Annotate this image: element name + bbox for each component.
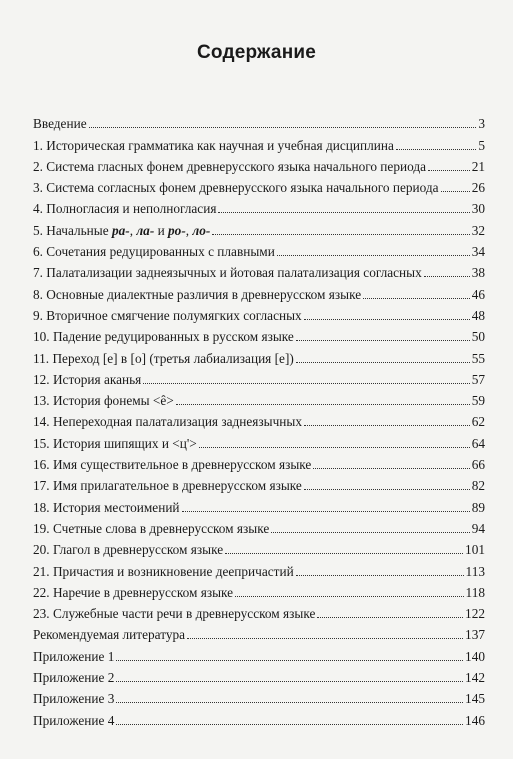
dot-leader: [296, 575, 464, 576]
dot-leader: [396, 149, 476, 150]
toc-entry: [33, 515, 485, 536]
toc-entry: [33, 238, 485, 259]
dot-leader: [218, 212, 469, 213]
toc-entry-page: 140: [465, 648, 485, 664]
toc-entry: [33, 621, 485, 642]
dot-leader: [296, 340, 470, 341]
toc-entry: [33, 600, 485, 621]
page-title: Содержание: [196, 42, 317, 63]
toc-entry-title: 9. Вторичное смягчение полумягких согласных: [33, 307, 302, 323]
toc-entry-title: Приложение 2: [33, 670, 115, 686]
toc-entry-title: Рекомендуемая литература: [33, 627, 186, 643]
toc-entry-page: 55: [471, 350, 485, 366]
toc-entry-title: 19. Счетные слова в древнерусском языке: [33, 520, 270, 536]
toc-entry-page: 89: [471, 499, 485, 515]
toc-entry: [33, 387, 485, 408]
toc-entry: [33, 323, 485, 344]
toc-entry: [33, 153, 485, 174]
dot-leader: [317, 617, 463, 618]
dot-leader: [363, 298, 470, 299]
toc-entry-page: 64: [471, 435, 485, 451]
toc-entry-title: 20. Глагол в древнерусском языке: [33, 542, 224, 558]
toc-entry: [33, 110, 485, 131]
toc-entry-title-text: 5. Начальные: [33, 222, 112, 238]
toc-entry-page: 57: [471, 371, 485, 387]
dot-leader: [424, 276, 470, 277]
toc-entry-title: 8. Основные диалектные различия в древнерусском языке: [33, 286, 362, 302]
toc-entry: [33, 280, 485, 301]
toc-entry: [33, 472, 485, 493]
toc-entry-title: [33, 223, 210, 238]
toc-entry-title: 18. История местоимений: [33, 499, 180, 515]
dot-leader: [428, 170, 470, 171]
dot-leader: [116, 724, 463, 725]
toc-entry-page: 26: [471, 180, 485, 196]
toc-entry-page: 142: [465, 670, 485, 686]
dot-leader: [235, 596, 463, 597]
toc-entry-page: 145: [465, 691, 485, 707]
toc-entry-title: 10. Падение редуцированных в русском языке: [33, 329, 294, 345]
dot-leader: [441, 191, 470, 192]
toc-entry-title: 13. История фонемы <ê>: [33, 393, 174, 409]
toc-entry-page: 122: [465, 606, 485, 622]
dot-leader: [176, 404, 470, 405]
toc-entry-title: 21. Причастия и возникновение деепричастий: [33, 563, 294, 579]
toc-entry: [33, 174, 485, 195]
table-of-contents: [33, 110, 485, 728]
toc-entry-page: 59: [471, 393, 485, 409]
toc-entry-title: 7. Палатализации заднеязычных и йотовая палатализация согласных: [33, 265, 422, 281]
toc-entry-title: Приложение 3: [33, 691, 115, 707]
toc-entry-page: 5: [478, 137, 485, 153]
dot-leader: [296, 362, 470, 363]
toc-entry-title-italic: ло-: [192, 222, 211, 238]
toc-entry: [33, 302, 485, 323]
toc-entry: [33, 216, 485, 237]
toc-entry-title-italic: ра-: [111, 222, 130, 238]
dot-leader: [199, 447, 470, 448]
toc-entry-page: 101: [465, 542, 485, 558]
dot-leader: [313, 468, 469, 469]
toc-entry-title: Приложение 4: [33, 712, 115, 728]
dot-leader: [212, 234, 469, 235]
dot-leader: [116, 681, 463, 682]
toc-entry-page: 50: [471, 329, 485, 345]
dot-leader: [187, 638, 463, 639]
dot-leader: [116, 702, 463, 703]
toc-entry-title: 15. История шипящих и <ц'>: [33, 435, 197, 451]
toc-entry-page: 146: [465, 712, 485, 728]
toc-entry-page: 82: [471, 478, 485, 494]
toc-entry-title-text: и: [154, 222, 169, 238]
toc-entry-title-italic: ро-: [168, 222, 186, 238]
toc-entry: [33, 131, 485, 152]
toc-entry-page: 34: [471, 244, 485, 260]
toc-entry: [33, 259, 485, 280]
toc-entry-title: 16. Имя существительное в древнерусском языке: [33, 457, 312, 473]
dot-leader: [277, 255, 470, 256]
toc-entry-title: Приложение 1: [33, 648, 115, 664]
toc-entry: [33, 429, 485, 450]
dot-leader: [271, 532, 469, 533]
dot-leader: [89, 127, 477, 128]
toc-entry: [33, 344, 485, 365]
toc-entry-title: 12. История аканья: [33, 371, 142, 387]
toc-entry-title: Введение: [33, 116, 87, 132]
toc-entry: [33, 451, 485, 472]
dot-leader: [304, 489, 470, 490]
toc-entry-page: 21: [471, 158, 485, 174]
toc-entry: [33, 685, 485, 706]
toc-entry-page: 32: [471, 222, 485, 238]
dot-leader: [116, 660, 463, 661]
toc-entry-page: 3: [478, 116, 485, 132]
toc-entry-page: 48: [471, 307, 485, 323]
toc-entry: [33, 664, 485, 685]
toc-entry-title-text: ,: [185, 222, 193, 238]
toc-entry-page: 137: [465, 627, 485, 643]
toc-entry-title: 3. Система согласных фонем древнерусского языка начального периода: [33, 180, 439, 196]
toc-entry: [33, 493, 485, 514]
toc-entry-page: 118: [465, 584, 485, 600]
toc-entry-title: 11. Переход [е] в [о] (третья лабиализация [е]): [33, 350, 294, 366]
toc-entry: [33, 195, 485, 216]
toc-entry-page: 62: [471, 414, 485, 430]
toc-entry-page: 66: [471, 457, 485, 473]
toc-entry-title: 6. Сочетания редуцированных с плавными: [33, 244, 275, 260]
toc-entry: [33, 706, 485, 727]
toc-entry-title: 23. Служебные части речи в древнерусском языке: [33, 606, 316, 622]
toc-entry-page: 46: [471, 286, 485, 302]
dot-leader: [143, 383, 469, 384]
toc-entry: [33, 536, 485, 557]
toc-entry-page: 30: [471, 201, 485, 217]
toc-entry-title-text: ,: [129, 222, 137, 238]
toc-entry-title: 22. Наречие в древнерусском языке: [33, 584, 234, 600]
dot-leader: [225, 553, 463, 554]
toc-entry-title-italic: ла-: [136, 222, 155, 238]
toc-entry-page: 38: [471, 265, 485, 281]
toc-entry: [33, 579, 485, 600]
toc-entry-title: 2. Система гласных фонем древнерусского языка начального периода: [33, 158, 427, 174]
dot-leader: [304, 425, 470, 426]
toc-entry-page: 113: [465, 563, 485, 579]
toc-entry: [33, 366, 485, 387]
toc-entry-title: 17. Имя прилагательное в древнерусском языке: [33, 478, 302, 494]
toc-entry-title: 1. Историческая грамматика как научная и учебная дисциплина: [33, 137, 394, 153]
toc-entry-title: 4. Полногласия и неполногласия: [33, 201, 217, 217]
toc-entry: [33, 557, 485, 578]
toc-entry-page: 94: [471, 520, 485, 536]
toc-entry: [33, 408, 485, 429]
dot-leader: [182, 511, 470, 512]
toc-entry-title: 14. Непереходная палатализация заднеязычных: [33, 414, 302, 430]
dot-leader: [304, 319, 470, 320]
toc-entry: [33, 642, 485, 663]
